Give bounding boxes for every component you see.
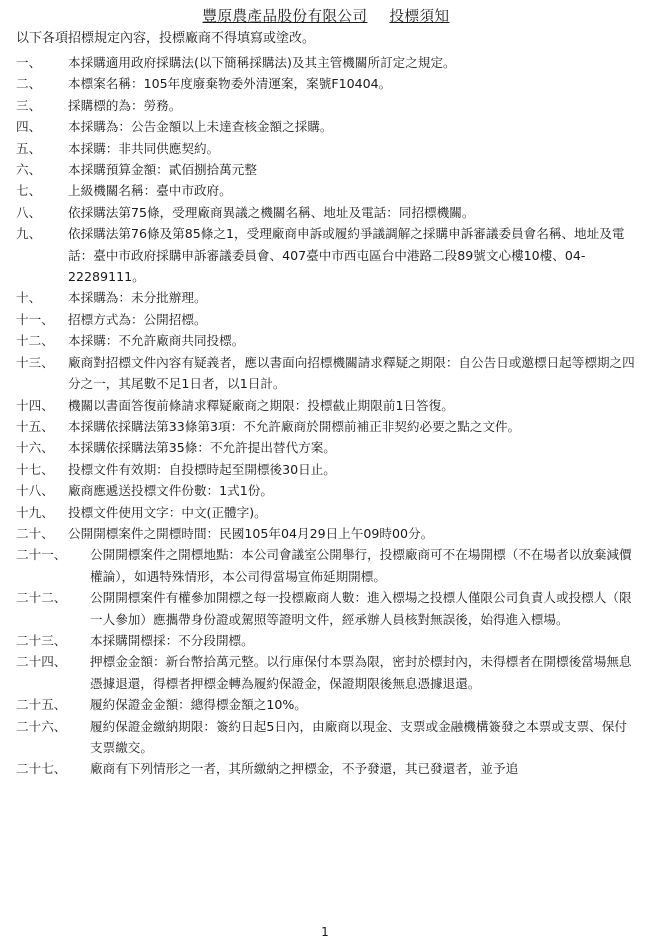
clause-number: 八、 (16, 204, 42, 220)
clause-text: 依採購法第76條及第85條之1，受理廠商申訴或履約爭議調解之採購申訴審議委員會名稱、地址及電話：臺中市政府採購申訴審議委員會、407臺中市西屯區台中港路二段89號文心樓10樓、04-22289111。 (68, 226, 625, 285)
intro-text: 以下各項招標規定內容，投標廠商不得填寫或塗改。 (16, 31, 316, 46)
clause-text: 本採購依採購法第33條第3項：不允許廠商於開標前補正非契約必要之點之文件。 (68, 418, 521, 434)
clause-text: 公開開標案件有權參加開標之每一投標廠商人數：進入標場之投標人僅限公司負責人或投標人（限一人參加）應攜帶身份證或駕照等證明文件，經承辦人員核對無誤後，始得進入標場。 (90, 590, 632, 627)
clause-item (16, 716, 636, 759)
document-title (16, 6, 636, 28)
clause-text: 本採購適用政府採購法(以下簡稱採購法)及其主管機關所訂定之規定。 (68, 55, 456, 70)
clause-text: 履約保證金金額：總得標金額之10%。 (90, 697, 307, 713)
clause-number: 十一、 (16, 311, 54, 327)
clause-item (16, 95, 636, 116)
clause-number: 十九、 (16, 504, 54, 520)
clause-item (16, 523, 636, 544)
clause-number: 五、 (16, 140, 42, 156)
clause-text: 本採購為：未分批辦理。 (68, 290, 207, 306)
clause-number: 三、 (16, 97, 42, 113)
clause-item (16, 159, 636, 180)
clause-item (16, 309, 636, 330)
clause-number: 十四、 (16, 397, 54, 413)
clause-text: 公開開標案件之開標時間：民國105年04月29日上午09時00分。 (68, 525, 434, 541)
clause-number: 二十一、 (16, 547, 67, 563)
clause-text: 採購標的為：勞務。 (68, 97, 182, 113)
clause-item (16, 437, 636, 458)
clause-item (16, 630, 636, 651)
clause-text: 履約保證金繳納期限：簽約日起5日內，由廠商以現金、支票或金融機構簽發之本票或支票、保付支票繳交。 (90, 718, 627, 755)
clause-text: 依採購法第75條，受理廠商異議之機關名稱、地址及電話：同招標機關。 (68, 204, 475, 220)
clause-text: 投標文件使用文字：中文(正體字)。 (68, 504, 267, 520)
clause-item (16, 587, 636, 630)
clause-item (16, 138, 636, 159)
clause-item (16, 330, 636, 351)
clause-text: 本採購：非共同供應契約。 (68, 140, 220, 156)
clause-text: 本採購開標採：不分段開標。 (90, 632, 254, 648)
clause-number: 二十五、 (16, 697, 67, 713)
clause-item (16, 502, 636, 523)
clause-item (16, 223, 636, 287)
clause-text: 廠商應遞送投標文件份數：1式1份。 (68, 483, 273, 499)
clause-item (16, 480, 636, 501)
clause-text: 本採購依採購法第35條：不允許提出替代方案。 (68, 440, 336, 456)
clause-number: 一、 (16, 55, 42, 70)
clause-number: 十三、 (16, 354, 54, 370)
clause-number: 二、 (16, 76, 42, 92)
clause-number: 六、 (16, 162, 42, 178)
clause-number: 九、 (16, 226, 42, 242)
clause-number: 二十六、 (16, 718, 67, 734)
clause-item (16, 459, 636, 480)
clause-number: 二十三、 (16, 632, 67, 648)
clause-number: 十六、 (16, 440, 54, 456)
clause-item (16, 73, 636, 94)
clause-item (16, 116, 636, 137)
clause-number: 十二、 (16, 333, 54, 349)
clause-text: 投標文件有效期：自投標時起至開標後30日止。 (68, 461, 336, 477)
company-name: 豐原農產品股份有限公司 (202, 9, 368, 25)
clause-number: 四、 (16, 119, 42, 135)
clause-text: 本標案名稱：105年度廢棄物委外清運案，案號F10404。 (68, 76, 392, 92)
clause-number: 二十二、 (16, 590, 67, 606)
clause-number: 十七、 (16, 461, 54, 477)
clause-item (16, 180, 636, 201)
clause-number: 十八、 (16, 483, 54, 499)
clause-number: 十五、 (16, 418, 54, 434)
clause-item (16, 651, 636, 694)
clause-number: 二十四、 (16, 654, 67, 670)
clause-item (16, 202, 636, 223)
clause-text: 廠商對招標文件內容有疑義者，應以書面向招標機關請求釋疑之期限：自公告日或邀標日起等標期之四分之一，其尾數不足1日者，以1日計。 (68, 354, 635, 392)
clause-item (16, 352, 636, 395)
clause-item (16, 52, 636, 73)
doc-title: 投標須知 (389, 9, 450, 25)
clause-text: 招標方式為：公開招標。 (68, 311, 207, 327)
clause-item (16, 395, 636, 416)
clause-item (16, 416, 636, 437)
clause-text: 本採購：不允許廠商共同投標。 (68, 333, 245, 349)
clause-item (16, 758, 636, 779)
clause-text: 本採購為：公告金額以上未達查核金額之採購。 (68, 119, 333, 135)
clause-item (16, 287, 636, 308)
clause-number: 十、 (16, 290, 42, 306)
clause-number: 二十七、 (16, 761, 67, 777)
clause-text: 廠商有下列情形之一者，其所繳納之押標金，不予發還，其已發還者，並予追 (90, 761, 519, 777)
page-number: 1 (321, 925, 329, 939)
clause-number: 二十、 (16, 525, 54, 541)
clause-text: 機關以書面答復前條請求釋疑廠商之期限：投標截止期限前1日答復。 (68, 397, 454, 413)
clause-number: 七、 (16, 183, 42, 199)
clause-text: 本採購預算金額：貳佰捌拾萬元整 (68, 162, 257, 178)
clause-text: 上級機關名稱：臺中市政府。 (68, 183, 232, 199)
clause-text: 押標金金額：新台幣拾萬元整。以行庫保付本票為限，密封於標封內，未得標者在開標後當場無息憑據退還，得標者押標金轉為履約保證金，保證期限後無息憑據退還。 (90, 654, 632, 691)
clause-list (16, 52, 636, 780)
clause-item (16, 544, 636, 587)
clause-item (16, 694, 636, 715)
clause-text: 公開開標案件之開標地點：本公司會議室公開舉行，投標廠商可不在場開標（不在場者以放棄減價權論），如遇特殊情形，本公司得當場宣佈延期開標。 (90, 547, 632, 584)
